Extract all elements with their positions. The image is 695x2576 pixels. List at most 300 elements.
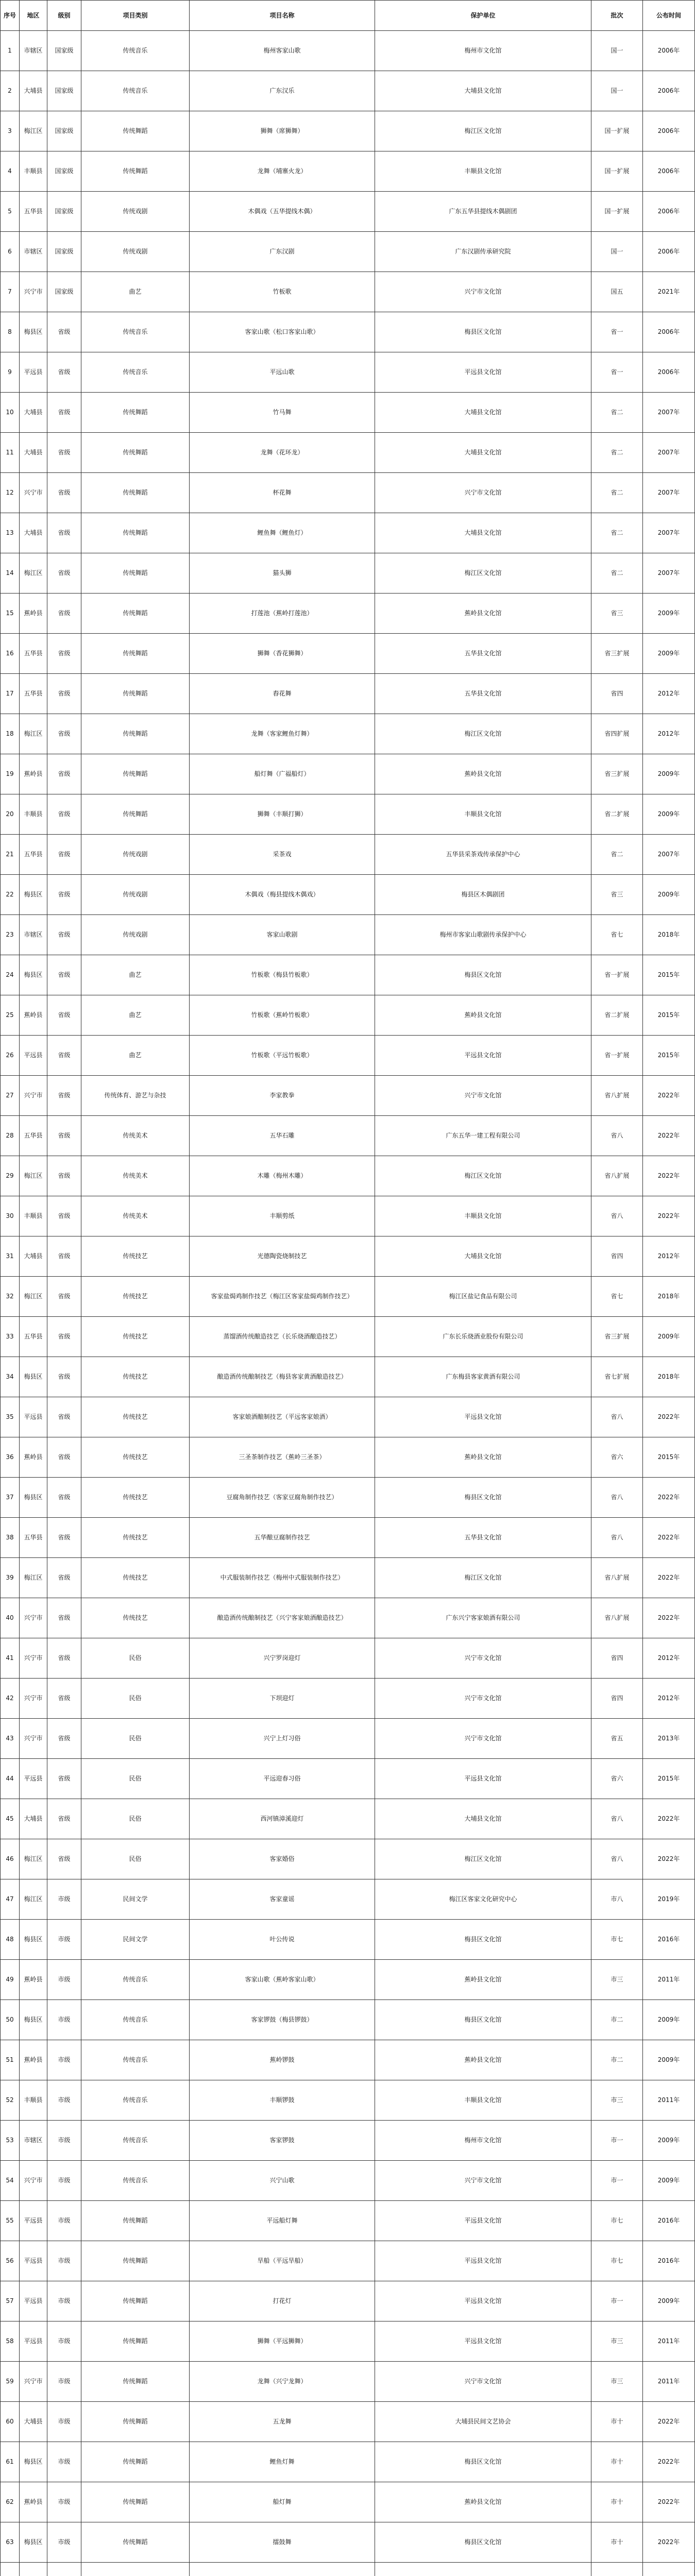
table-row [0,1799,695,1839]
cell-batch: 省七扩展 [591,1357,643,1397]
cell-region: 兴宁市 [20,2161,47,2200]
cell-category: 传统舞蹈 [81,2522,190,2562]
cell-region: 大埔县 [20,513,47,553]
cell-level: 省级 [47,1116,81,1156]
cell-item-name: 三圣茶制作技艺（蕉岭三圣茶） [190,1437,375,1477]
cell-protection-unit: 兴宁市文化馆 [375,272,591,312]
cell-level: 省级 [47,1478,81,1517]
cell-protection-unit: 丰顺县文化馆 [375,1196,591,1236]
cell-batch: 省七 [591,1277,643,1316]
cell-item-name: 龙舞（花环龙） [190,433,375,472]
cell-level: 省级 [47,1317,81,1357]
cell-batch: 省二 [591,393,643,432]
cell-batch: 市七 [591,2241,643,2281]
cell-region: 梅县区 [20,1478,47,1517]
cell-level: 省级 [47,1799,81,1839]
cell-publish-date: 2009年 [643,2000,695,2040]
cell-seq: 54 [0,2161,20,2200]
cell-category: 曲艺 [81,955,190,995]
cell-protection-unit: 大埔县民间文艺协会 [375,2402,591,2442]
cell-region [20,2563,47,2576]
cell-publish-date: 2006年 [643,192,695,231]
cell-publish-date: 2009年 [643,594,695,633]
cell-category: 传统舞蹈 [81,2482,190,2522]
table-row [0,1719,695,1759]
cell-region: 蕉岭县 [20,2482,47,2522]
cell-level: 省级 [47,915,81,955]
cell-category: 传统美术 [81,1196,190,1236]
cell-seq: 62 [0,2482,20,2522]
cell-seq: 4 [0,151,20,191]
cell-region: 平远县 [20,2201,47,2241]
cell-region: 蕉岭县 [20,594,47,633]
cell-publish-date: 2012年 [643,674,695,714]
cell-level: 市级 [47,2201,81,2241]
cell-publish-date: 2016年 [643,2241,695,2281]
cell-item-name: 木偶戏（梅县提线木偶戏） [190,875,375,914]
cell-publish-date: 2022年 [643,1799,695,1839]
cell-protection-unit: 梅县区木偶剧团 [375,875,591,914]
cell-region: 五华县 [20,634,47,673]
cell-protection-unit: 梅江区文化馆 [375,1839,591,1879]
cell-region: 兴宁市 [20,1638,47,1678]
cell-category: 传统舞蹈 [81,2362,190,2401]
header-seq: 序号 [0,1,20,30]
cell-region: 兴宁市 [20,1679,47,1718]
cell-seq: 58 [0,2321,20,2361]
cell-protection-unit: 兴宁市文化馆 [375,1679,591,1718]
cell-level: 省级 [47,1196,81,1236]
cell-region: 平远县 [20,2281,47,2321]
cell-seq: 7 [0,272,20,312]
cell-seq: 53 [0,2121,20,2160]
cell-level: 省级 [47,1397,81,1437]
table-row [0,2563,695,2576]
cell-level: 市级 [47,2281,81,2321]
cell-publish-date: 2006年 [643,111,695,151]
cell-publish-date: 2015年 [643,1759,695,1799]
cell-item-name: 广东汉剧 [190,232,375,272]
cell-item-name: 客家锣鼓（梅县锣鼓） [190,2000,375,2040]
cell-category: 传统舞蹈 [81,151,190,191]
cell-category: 传统舞蹈 [81,714,190,754]
table-row [0,2281,695,2321]
cell-publish-date: 2018年 [643,915,695,955]
cell-region: 大埔县 [20,393,47,432]
table-row [0,1839,695,1879]
cell-level: 省级 [47,1518,81,1557]
table-row [0,1236,695,1277]
cell-seq: 11 [0,433,20,472]
cell-seq: 59 [0,2362,20,2401]
cell-item-name: 采茶戏 [190,835,375,874]
cell-item-name: 竹马舞 [190,393,375,432]
header-item-name: 项目名称 [190,1,375,30]
table-row [0,1116,695,1156]
cell-region: 梅江区 [20,714,47,754]
cell-seq: 55 [0,2201,20,2241]
cell-batch: 省二 [591,553,643,593]
table-row [0,31,695,71]
cell-region: 五华县 [20,1116,47,1156]
cell-batch: 市三 [591,2321,643,2361]
table-row [0,553,695,594]
cell-level: 省级 [47,835,81,874]
table-row [0,1317,695,1357]
cell-batch: 省六 [591,1437,643,1477]
cell-publish-date: 2015年 [643,955,695,995]
cell-seq: 60 [0,2402,20,2442]
cell-category: 传统舞蹈 [81,393,190,432]
cell-level: 省级 [47,1076,81,1115]
cell-category: 民俗 [81,1679,190,1718]
cell-publish-date: 2006年 [643,71,695,111]
cell-batch: 省八 [591,1478,643,1517]
cell-item-name: 旱船（平远旱船） [190,2241,375,2281]
cell-region: 蕉岭县 [20,995,47,1035]
cell-protection-unit: 蕉岭县文化馆 [375,754,591,794]
cell-batch: 省二扩展 [591,794,643,834]
cell-protection-unit: 梅县区文化馆 [375,955,591,995]
cell-region: 平远县 [20,1036,47,1075]
cell-category: 传统技艺 [81,1478,190,1517]
cell-batch: 省八 [591,1518,643,1557]
cell-category: 传统戏剧 [81,835,190,874]
table-row [0,473,695,513]
table-row [0,714,695,754]
cell-seq: 46 [0,1839,20,1879]
cell-batch: 省四 [591,674,643,714]
cell-item-name: 李家教拳 [190,1076,375,1115]
cell-category: 传统音乐 [81,71,190,111]
table-row [0,1076,695,1116]
cell-category: 传统舞蹈 [81,754,190,794]
cell-item-name: 客家山歌剧 [190,915,375,955]
cell-protection-unit: 梅江区文化馆 [375,111,591,151]
cell-level: 省级 [47,1156,81,1196]
table-row [0,2241,695,2281]
table-row [0,794,695,835]
cell-category: 传统音乐 [81,1960,190,1999]
cell-publish-date: 2009年 [643,2121,695,2160]
cell-level: 省级 [47,634,81,673]
cell-protection-unit: 丰顺县文化馆 [375,2080,591,2120]
table-row [0,2402,695,2442]
cell-publish-date: 2022年 [643,1397,695,1437]
cell-category: 民俗 [81,1638,190,1678]
cell-category: 传统舞蹈 [81,2281,190,2321]
cell-batch: 市三 [591,2080,643,2120]
cell-seq: 50 [0,2000,20,2040]
cell-publish-date: 2022年 [643,1116,695,1156]
cell-region: 兴宁市 [20,1076,47,1115]
cell-seq: 12 [0,473,20,513]
table-row [0,1638,695,1679]
cell-batch: 市十 [591,2442,643,2482]
cell-batch: 省四 [591,1679,643,1718]
cell-seq: 30 [0,1196,20,1236]
cell-seq: 45 [0,1799,20,1839]
cell-publish-date: 2011年 [643,2362,695,2401]
cell-category: 传统戏剧 [81,915,190,955]
table-row [0,192,695,232]
cell-category: 传统音乐 [81,352,190,392]
cell-level: 市级 [47,2000,81,2040]
cell-level: 省级 [47,1558,81,1598]
cell-seq: 17 [0,674,20,714]
cell-publish-date [643,2563,695,2576]
cell-seq: 16 [0,634,20,673]
cell-batch: 国一 [591,71,643,111]
cell-region: 蕉岭县 [20,2040,47,2080]
cell-category: 民俗 [81,1719,190,1758]
cell-level: 国家级 [47,111,81,151]
cell-region: 平远县 [20,2241,47,2281]
cell-level: 省级 [47,875,81,914]
cell-category: 传统舞蹈 [81,433,190,472]
cell-item-name: 豆腐角制作技艺（客家豆腐角制作技艺） [190,1478,375,1517]
cell-publish-date: 2015年 [643,1437,695,1477]
cell-level: 国家级 [47,31,81,71]
cell-category: 民俗 [81,1839,190,1879]
cell-item-name: 猫头狮 [190,553,375,593]
cell-seq: 21 [0,835,20,874]
table-row [0,1879,695,1920]
table-row [0,2362,695,2402]
cell-category: 曲艺 [81,1036,190,1075]
table-row [0,674,695,714]
cell-protection-unit: 梅江区文化馆 [375,553,591,593]
cell-item-name: 丰顺剪纸 [190,1196,375,1236]
cell-item-name: 梅州客家山歌 [190,31,375,71]
cell-batch: 国一扩展 [591,151,643,191]
table-header [0,1,695,31]
cell-seq: 13 [0,513,20,553]
cell-publish-date: 2007年 [643,835,695,874]
cell-batch: 市十 [591,2522,643,2562]
cell-category: 民间文学 [81,1879,190,1919]
cell-item-name: 五华酿豆腐制作技艺 [190,1518,375,1557]
header-publish-date: 公布时间 [643,1,695,30]
cell-protection-unit: 广东五华一建工程有限公司 [375,1116,591,1156]
cell-item-name: 擂鼓舞 [190,2522,375,2562]
cell-seq: 52 [0,2080,20,2120]
cell-category: 传统美术 [81,1116,190,1156]
cell-region: 梅县区 [20,1920,47,1959]
cell-seq: 18 [0,714,20,754]
cell-level: 国家级 [47,71,81,111]
table-row [0,1518,695,1558]
table-row [0,1156,695,1196]
cell-batch: 省八 [591,1839,643,1879]
cell-seq: 8 [0,312,20,352]
cell-category: 传统戏剧 [81,232,190,272]
cell-seq: 26 [0,1036,20,1075]
cell-region: 梅江区 [20,1558,47,1598]
table-row [0,754,695,794]
cell-batch: 省八 [591,1799,643,1839]
cell-protection-unit: 兴宁市文化馆 [375,473,591,513]
cell-protection-unit: 兴宁市文化馆 [375,2161,591,2200]
cell-seq: 41 [0,1638,20,1678]
table-row [0,393,695,433]
cell-level: 市级 [47,1960,81,1999]
cell-publish-date: 2006年 [643,151,695,191]
cell-item-name: 客家童谣 [190,1879,375,1919]
cell-protection-unit: 广东长乐烧酒业股份有限公司 [375,1317,591,1357]
cell-seq: 42 [0,1679,20,1718]
cell-category: 传统戏剧 [81,192,190,231]
cell-publish-date: 2015年 [643,1036,695,1075]
cell-item-name: 狮舞（平远狮舞） [190,2321,375,2361]
cell-protection-unit: 五华县文化馆 [375,1518,591,1557]
cell-protection-unit: 平远县文化馆 [375,1759,591,1799]
cell-region: 市辖区 [20,915,47,955]
cell-batch: 省八扩展 [591,1598,643,1638]
cell-region: 市辖区 [20,232,47,272]
cell-level: 市级 [47,2362,81,2401]
cell-region: 平远县 [20,352,47,392]
cell-region: 五华县 [20,835,47,874]
cell-level: 市级 [47,1879,81,1919]
cell-level: 省级 [47,1437,81,1477]
cell-level: 省级 [47,754,81,794]
cell-category: 传统舞蹈 [81,2201,190,2241]
cell-protection-unit: 大埔县文化馆 [375,513,591,553]
header-batch: 批次 [591,1,643,30]
cell-region: 市辖区 [20,2121,47,2160]
cell-publish-date: 2012年 [643,1638,695,1678]
cell-region: 梅江区 [20,1277,47,1316]
cell-publish-date: 2009年 [643,794,695,834]
cell-batch: 省七 [591,915,643,955]
cell-level: 省级 [47,1277,81,1316]
cell-batch: 省八 [591,1116,643,1156]
cell-region: 蕉岭县 [20,1960,47,1999]
cell-region: 五华县 [20,192,47,231]
cell-category: 民俗 [81,1799,190,1839]
cell-region: 大埔县 [20,71,47,111]
table-row [0,1196,695,1236]
table-row [0,151,695,192]
cell-category: 传统舞蹈 [81,594,190,633]
cell-level: 省级 [47,955,81,995]
header-category: 项目类别 [81,1,190,30]
cell-level: 市级 [47,1920,81,1959]
cell-publish-date: 2011年 [643,1960,695,1999]
cell-item-name: 蒸馏酒传统酿造技艺（长乐烧酒酿造技艺） [190,1317,375,1357]
cell-item-name: 狮舞（香花狮舞） [190,634,375,673]
cell-level: 省级 [47,513,81,553]
cell-region: 梅县区 [20,2522,47,2562]
cell-item-name: 光德陶瓷烧制技艺 [190,1236,375,1276]
cell-batch: 市一 [591,2281,643,2321]
cell-region: 丰顺县 [20,794,47,834]
cell-category: 传统技艺 [81,1518,190,1557]
cell-seq: 29 [0,1156,20,1196]
cell-category: 曲艺 [81,272,190,312]
cell-item-name: 下坝迎灯 [190,1679,375,1718]
cell-item-name: 龙舞（兴宁龙舞） [190,2362,375,2401]
cell-batch: 省三 [591,594,643,633]
cell-seq: 20 [0,794,20,834]
cell-protection-unit: 梅县区文化馆 [375,2442,591,2482]
cell-item-name [190,2563,375,2576]
cell-level: 省级 [47,473,81,513]
cell-category: 传统技艺 [81,1277,190,1316]
table-row [0,1478,695,1518]
cell-category: 传统戏剧 [81,875,190,914]
cell-protection-unit: 蕉岭县文化馆 [375,594,591,633]
cell-category: 传统舞蹈 [81,794,190,834]
cell-batch: 市三 [591,1960,643,1999]
table-row [0,2000,695,2040]
cell-publish-date: 2007年 [643,553,695,593]
cell-seq: 5 [0,192,20,231]
cell-publish-date: 2022年 [643,1196,695,1236]
cell-region: 梅县区 [20,875,47,914]
cell-seq: 61 [0,2442,20,2482]
cell-seq: 39 [0,1558,20,1598]
cell-category: 传统技艺 [81,1317,190,1357]
cell-level: 省级 [47,995,81,1035]
cell-seq: 14 [0,553,20,593]
cell-seq: 32 [0,1277,20,1316]
cell-region: 蕉岭县 [20,1437,47,1477]
cell-level: 市级 [47,2442,81,2482]
cell-level: 省级 [47,1357,81,1397]
cell-category: 传统音乐 [81,2161,190,2200]
table-row [0,915,695,955]
cell-level: 市级 [47,2321,81,2361]
cell-level: 市级 [47,2080,81,2120]
cell-protection-unit: 五华县文化馆 [375,674,591,714]
cell-batch: 市八 [591,1879,643,1919]
cell-publish-date: 2016年 [643,1920,695,1959]
cell-item-name: 舂花舞 [190,674,375,714]
cell-level: 省级 [47,1236,81,1276]
cell-publish-date: 2022年 [643,1156,695,1196]
cell-level: 省级 [47,393,81,432]
cell-seq: 38 [0,1518,20,1557]
cell-seq: 31 [0,1236,20,1276]
cell-region: 兴宁市 [20,473,47,513]
table-row [0,875,695,915]
table-body [0,31,695,2576]
table-row [0,1397,695,1437]
table-row [0,111,695,151]
cell-item-name: 蕉岭锣鼓 [190,2040,375,2080]
cell-publish-date: 2019年 [643,1879,695,1919]
table-row [0,2201,695,2241]
cell-item-name: 五龙舞 [190,2402,375,2442]
cell-category: 传统技艺 [81,1357,190,1397]
cell-seq: 19 [0,754,20,794]
cell-category: 传统音乐 [81,2040,190,2080]
cell-level: 省级 [47,312,81,352]
cell-batch: 国一扩展 [591,192,643,231]
cell-item-name: 龙舞（客家鲤鱼灯舞） [190,714,375,754]
cell-batch: 省一 [591,312,643,352]
cell-item-name: 兴宁上灯习俗 [190,1719,375,1758]
table-row [0,2121,695,2161]
cell-item-name: 木雕（梅州木雕） [190,1156,375,1196]
cell-item-name: 客家山歌（蕉岭客家山歌） [190,1960,375,1999]
cell-item-name: 客家盐焗鸡制作技艺（梅江区客家盐焗鸡制作技艺） [190,1277,375,1316]
cell-publish-date: 2022年 [643,1518,695,1557]
cell-level: 市级 [47,2482,81,2522]
cell-publish-date: 2022年 [643,1558,695,1598]
